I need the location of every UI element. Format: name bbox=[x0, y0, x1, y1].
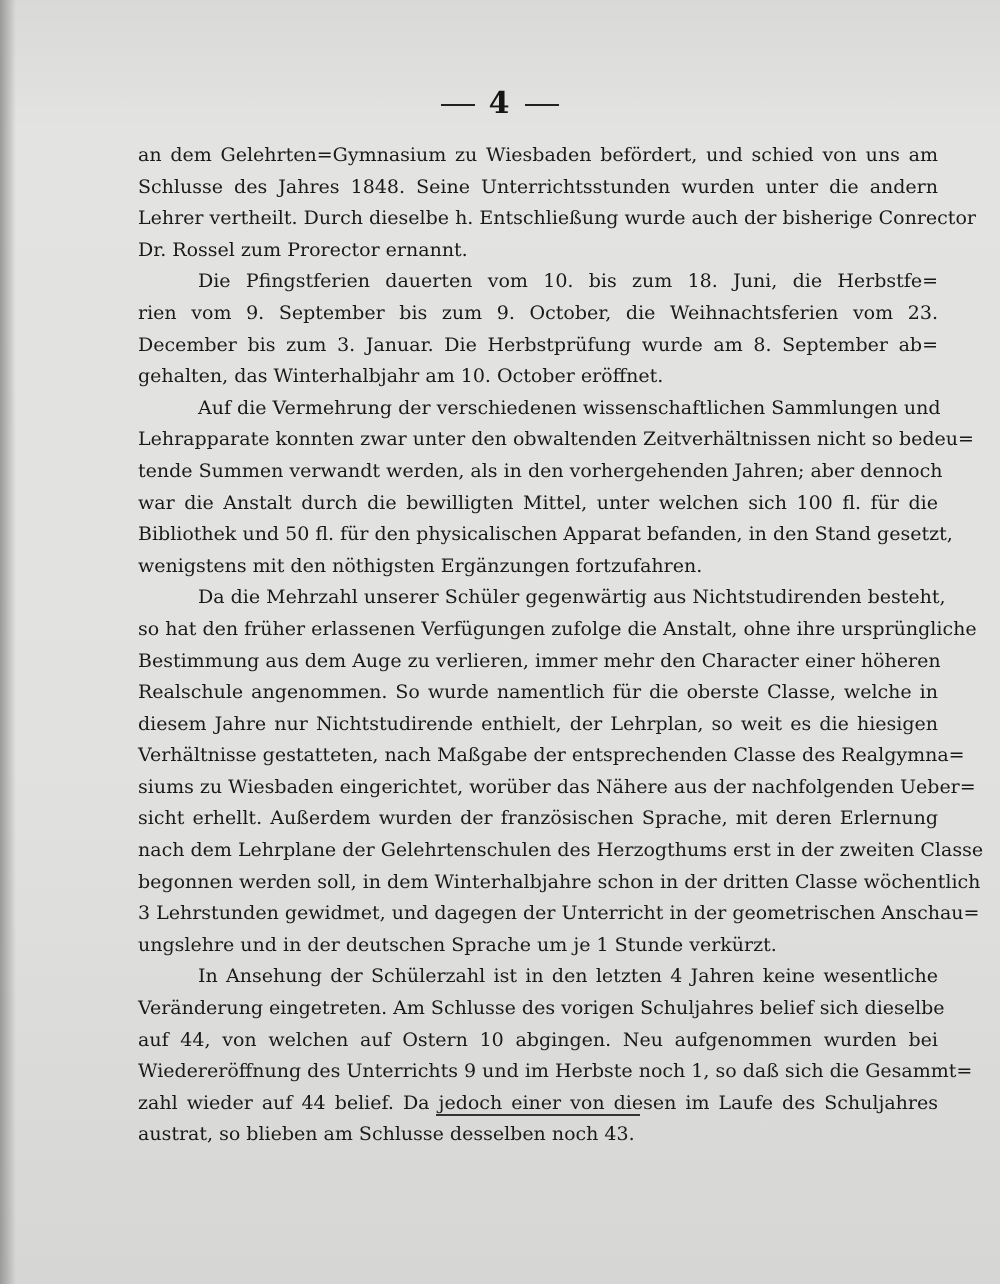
paragraph-4 bbox=[138, 582, 984, 961]
text-line: ungslehre und in der deutschen Sprache um je 1 Stunde verkürzt. bbox=[138, 933, 777, 956]
text-line: tende Summen verwandt werden, als in den vorhergehenden Jahren; aber dennoch bbox=[138, 459, 943, 482]
text-line: Realschule angenommen. So wurde namentlich für die oberste Classe, welche in bbox=[138, 681, 938, 704]
text-line: auf 44, von welchen auf Ostern 10 abgingen. Neu aufgenommen wurden bei bbox=[138, 1028, 938, 1051]
end-rule-divider bbox=[436, 1114, 640, 1116]
body-text bbox=[138, 140, 984, 1151]
page-number bbox=[0, 86, 1000, 121]
text-line: Wiedereröffnung des Unterrichts 9 und im Herbste noch 1, so daß sich die Gesammt= bbox=[138, 1060, 973, 1083]
text-line: rien vom 9. September bis zum 9. October, die Weihnachtsferien vom 23. bbox=[138, 301, 938, 324]
paragraph-3 bbox=[138, 393, 974, 583]
paragraph-2 bbox=[138, 266, 938, 392]
text-line: sicht erhellt. Außerdem wurden der französischen Sprache, mit deren Erlernung bbox=[138, 807, 938, 830]
text-line: Veränderung eingetreten. Am Schlusse des vorigen Schuljahres belief sich dieselbe bbox=[138, 997, 945, 1020]
text-line: war die Anstalt durch die bewilligten Mittel, unter welchen sich 100 fl. für die bbox=[138, 491, 938, 514]
left-dash bbox=[441, 104, 475, 106]
text-line: Bestimmung aus dem Auge zu verlieren, immer mehr den Character einer höheren bbox=[138, 649, 941, 672]
text-line: gehalten, das Winterhalbjahr am 10. October eröffnet. bbox=[138, 365, 664, 388]
text-line: Die Pfingstferien dauerten vom 10. bis zum 18. Juni, die Herbstfe= bbox=[198, 270, 938, 293]
text-line: Schlusse des Jahres 1848. Seine Unterrichtsstunden wurden unter die andern bbox=[138, 175, 938, 198]
text-line: Verhältnisse gestatteten, nach Maßgabe der entsprechenden Classe des Realgymna= bbox=[138, 744, 965, 767]
text-line: austrat, so blieben am Schlusse desselben noch 43. bbox=[138, 1123, 635, 1146]
text-line: Lehrer vertheilt. Durch dieselbe h. Entschließung wurde auch der bisherige Conrector bbox=[138, 207, 976, 230]
text-line: diesem Jahre nur Nichtstudirende enthielt, der Lehrplan, so weit es die hiesigen bbox=[138, 712, 938, 735]
paragraph-1 bbox=[138, 140, 976, 266]
text-line: In Ansehung der Schülerzahl ist in den letzten 4 Jahren keine wesentliche bbox=[198, 965, 938, 988]
text-line: wenigstens mit den nöthigsten Ergänzungen fortzufahren. bbox=[138, 554, 703, 577]
text-line: Auf die Vermehrung der verschiedenen wissenschaftlichen Sammlungen und bbox=[198, 396, 941, 419]
text-line: so hat den früher erlassenen Verfügungen zufolge die Anstalt, ohne ihre ursprüngliche bbox=[138, 617, 977, 640]
text-line: December bis zum 3. Januar. Die Herbstprüfung wurde am 8. September ab= bbox=[138, 333, 938, 356]
text-line: zahl wieder auf 44 belief. Da jedoch einer von diesen im Laufe des Schuljahres bbox=[138, 1091, 938, 1114]
text-line: begonnen werden soll, in dem Winterhalbjahre schon in der dritten Classe wöchentlich bbox=[138, 870, 981, 893]
text-line: Da die Mehrzahl unserer Schüler gegenwärtig aus Nichtstudirenden besteht, bbox=[198, 586, 946, 609]
text-line: an dem Gelehrten=Gymnasium zu Wiesbaden befördert, und schied von uns am bbox=[138, 144, 938, 166]
text-line: Dr. Rossel zum Prorector ernannt. bbox=[138, 238, 468, 261]
text-line: siums zu Wiesbaden eingerichtet, worüber das Nähere aus der nachfolgenden Ueber= bbox=[138, 775, 976, 798]
right-dash bbox=[525, 104, 559, 106]
text-line: 3 Lehrstunden gewidmet, und dagegen der Unterricht in der geometrischen Anschau= bbox=[138, 902, 980, 925]
text-line: Lehrapparate konnten zwar unter den obwaltenden Zeitverhältnissen nicht so bedeu= bbox=[138, 428, 974, 451]
page-number-value: 4 bbox=[488, 86, 512, 121]
text-line: nach dem Lehrplane der Gelehrtenschulen des Herzogthums erst in der zweiten Classe bbox=[138, 839, 984, 862]
text-line: Bibliothek und 50 fl. für den physicalischen Apparat befanden, in den Stand gesetzt, bbox=[138, 523, 953, 546]
paragraph-5 bbox=[138, 961, 973, 1151]
